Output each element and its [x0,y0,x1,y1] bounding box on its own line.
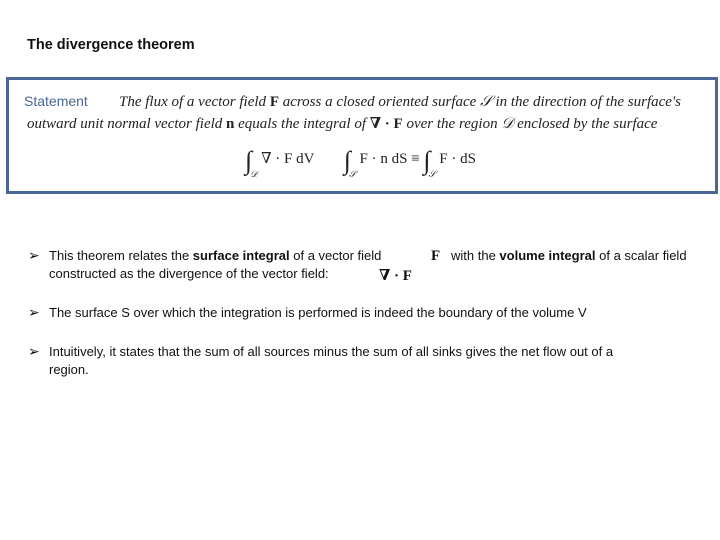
statement-line-2 [27,114,657,133]
arrow-bullet-icon: ➢ [28,248,40,264]
surface-symbol: 𝒮 [480,94,492,110]
bullet-text-part: This theorem relates the [49,248,193,263]
statement-text: in the direction of the surface's [491,94,681,110]
bullet-text-part: of a vector field [289,248,382,263]
divergence-expr: ∇ · F [369,116,403,132]
integral-domain: 𝒮 [428,169,436,179]
divergence-equation [245,146,476,180]
statement-text: The flux of a vector field [119,94,270,110]
bold-term: surface integral [192,248,290,263]
bullet-text: Intuitively, it states that the sum of all sources minus the sum of all sinks gives the net flow out of a [49,344,614,359]
vector-F: F [269,94,279,110]
bullet-item [28,304,718,324]
bullet-text [451,247,687,265]
integral-sign: ∫ [343,146,351,175]
statement-text: across a closed oriented surface [278,94,481,110]
volume-integrand: ∇ · F dV [261,151,315,167]
bold-term: volume integral [499,248,596,263]
statement-line-1 [119,93,681,111]
bullet-text: The surface S over which the integration is performed is indeed the boundary of the volume V [49,305,587,320]
bullet-text-line-2: constructed as the divergence of the vector field: [49,266,329,281]
normal-n: n [226,116,235,132]
statement-label: Statement [24,93,88,109]
bullet-text [49,247,381,265]
integral-sign: ∫ [423,146,431,175]
integral-domain: 𝒟 [250,169,258,179]
integral-sign: ∫ [245,146,253,175]
bullet-text-part: with the [451,248,500,263]
statement-box [6,77,718,194]
divergence-math: ∇ · F [379,268,412,284]
surface-integrand-vector: F · dS [439,151,476,167]
slide-title: The divergence theorem [27,37,195,53]
surface-integrand: F · n dS ≡ [359,151,420,167]
bullet-text-part: of a scalar field [595,248,687,263]
bullet-text-line-2: region. [49,362,89,377]
vector-F-math: F [431,248,441,264]
statement-text: enclosed by the surface [513,116,658,132]
bullet-item [28,343,718,383]
statement-text: equals the integral of [234,116,370,132]
arrow-bullet-icon: ➢ [28,344,40,360]
integral-domain: 𝒮 [348,169,356,179]
statement-text: over the region [402,116,502,132]
region-symbol: 𝒟 [501,116,514,132]
arrow-bullet-icon: ➢ [28,305,40,321]
statement-text: outward unit normal vector field [27,116,227,132]
bullet-item [28,247,718,287]
